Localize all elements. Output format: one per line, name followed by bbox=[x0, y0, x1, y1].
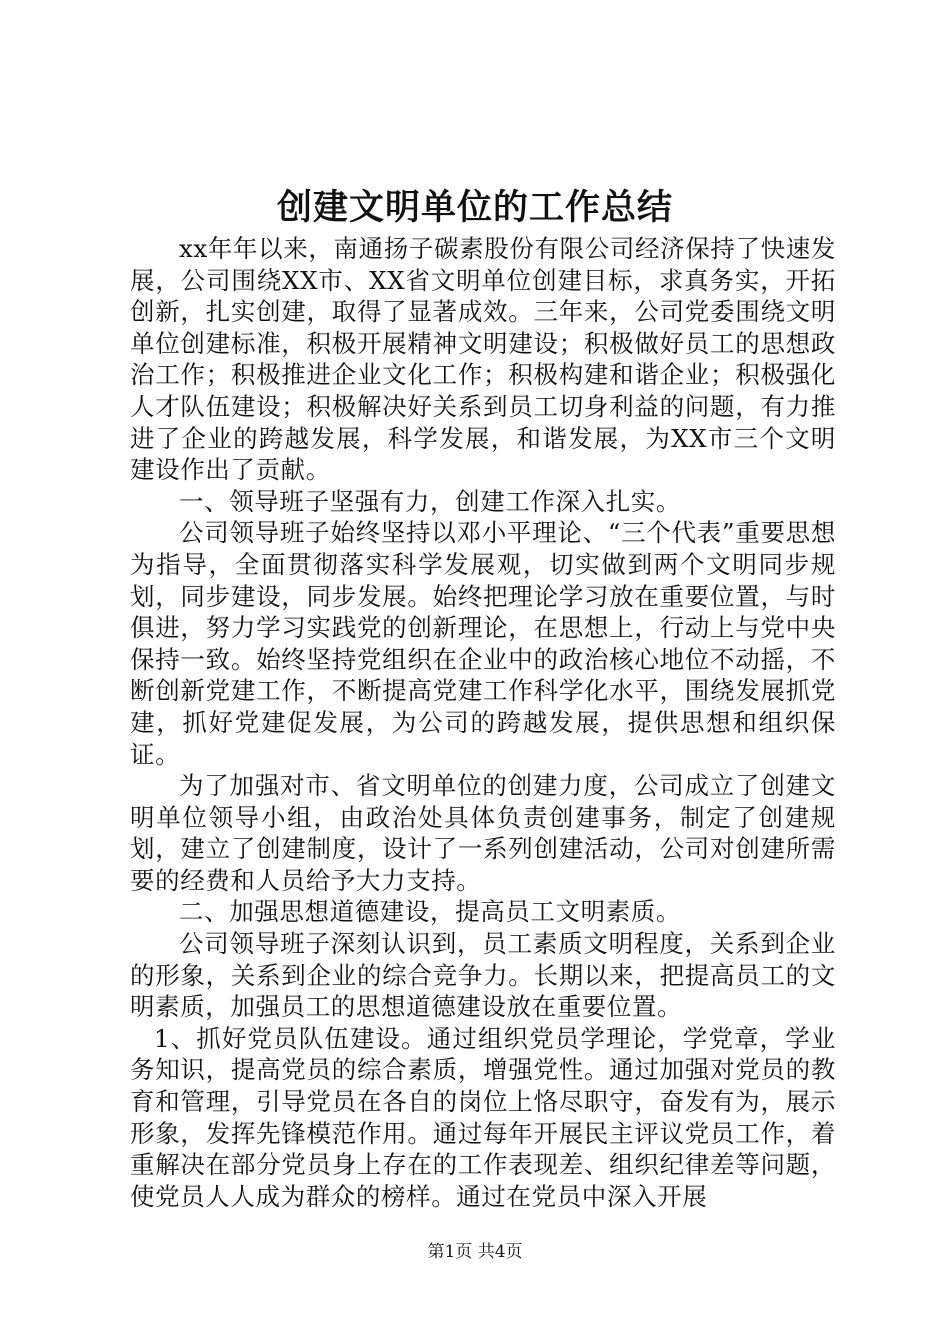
section-heading-1: 一、领导班子坚强有力，创建工作深入扎实。 bbox=[179, 486, 681, 516]
paragraph-creation-group: 为了加强对市、省文明单位的创建力度，公司成立了创建文明单位领导小组，由政治处具体负责创建事务，制定了创建规划，建立了创建制度，设计了一系列创建活动，公司对创建所需要的经费和人员给予大力支持。 bbox=[130, 771, 836, 895]
document-title: 创建文明单位的工作总结 bbox=[276, 187, 673, 228]
paragraph-party-members: 1、抓好党员队伍建设。通过组织党员学理论，学党章，学业务知识，提高党员的综合素质，增强党性。通过加强对党员的教育和管理，引导党员在各自的岗位上恪尽职守，奋发有为，展示形象，发挥先锋模范作用。通过每年开展民主评议党员工作，着重解决在部分党员身上存在的工作表现差、组织纪律差等问题，使党员人人成为群众的榜样。通过在党员中深入开展 bbox=[130, 1023, 836, 1211]
paragraph-intro: xx年年以来，南通扬子碳素股份有限公司经济保持了快速发展，公司围绕XX市、XX省文明单位创建目标，求真务实，开拓创新，扎实创建，取得了显著成效。三年来，公司党委围绕文明单位创建标准，积极开展精神文明建设；积极做好员工的思想政治工作；积极推进企业文化工作；积极构建和谐企业；积极强化人才队伍建设；积极解决好关系到员工切身利益的问题，有力推进了企业的跨越发展，科学发展，和谐发展，为XX市三个文明建设作出了贡献。 bbox=[130, 234, 836, 485]
document-body bbox=[130, 233, 836, 1212]
page-footer: 第1页 共4页 bbox=[427, 1242, 523, 1262]
paragraph-employee-quality: 公司领导班子深刻认识到，员工素质文明程度，关系到企业的形象，关系到企业的综合竞争力。长期以来，把提高员工的文明素质，加强员工的思想道德建设放在重要位置。 bbox=[130, 929, 836, 1022]
paragraph-leadership: 公司领导班子始终坚持以邓小平理论、“三个代表”重要思想为指导，全面贯彻落实科学发展观，切实做到两个文明同步规划，同步建设，同步发展。始终把理论学习放在重要位置，与时俱进，努力学习实践党的创新理论，在思想上，行动上与党中央保持一致。始终坚持党组织在企业中的政治核心地位不动摇，不断创新党建工作，不断提高党建工作科学化水平，围绕发展抓党建，抓好党建促发展，为公司的跨越发展，提供思想和组织保证。 bbox=[130, 518, 836, 769]
section-heading-2: 二、加强思想道德建设，提高员工文明素质。 bbox=[179, 897, 681, 927]
